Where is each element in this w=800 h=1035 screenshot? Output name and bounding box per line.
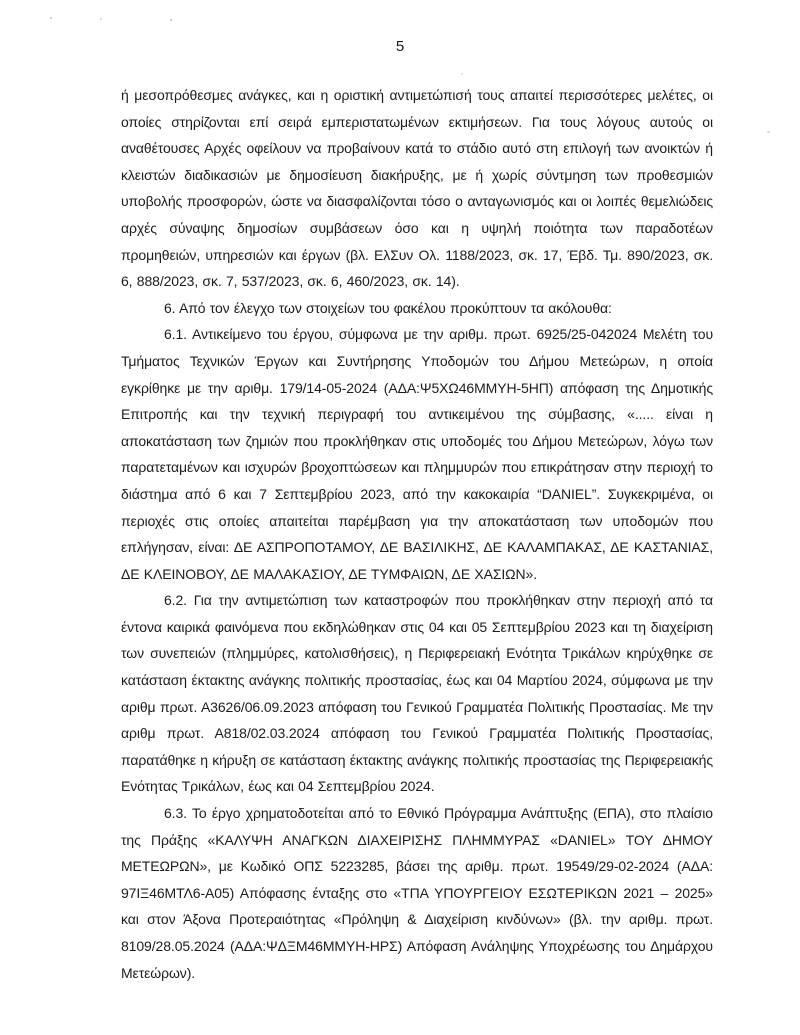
paragraph-section-6-3: 6.3. Το έργο χρηματοδοτείται από το Εθνικό Πρόγραμμα Ανάπτυξης (ΕΠΑ), στο πλαίσιο της Πράξης «ΚΑΛΥΨΗ ΑΝΑΓΚΩΝ ΔΙΑΧΕΙΡΙΣΗΣ ΠΛΗΜΜΥΡΑΣ «DANIEL» ΤΟΥ ΔΗΜΟΥ ΜΕΤΕΩΡΩΝ», με Κωδικό ΟΠΣ 5223285, βάσει της αριθμ. πρωτ. 19549/29-02-2024 (ΑΔΑ: 97ΙΞ46ΜΤΛ6-Α05) Απόφασης ένταξης στο «ΤΠΑ ΥΠΟΥΡΓΕΙΟΥ ΕΣΩΤΕΡΙΚΩΝ 2021 – 2025» και στον Άξονα Προτεραιότητας «Πρόληψη & Διαχείριση κινδύνων» (βλ. την αριθμ. πρωτ. 8109/28.05.2024 (ΑΔΑ:ΨΔΞΜ46ΜΜΥΗ-ΗΡΣ) Απόφαση Ανάληψης Υποχρέωσης του Δημάρχου Μετεώρων). <box>121 805 713 981</box>
paragraph-section-6: 6. Από τον έλεγχο των στοιχείων του φακέλου προκύπτουν τα ακόλουθα: <box>164 299 612 316</box>
paragraph-section-6-2: 6.2. Για την αντιμετώπιση των καταστροφών που προκλήθηκαν στην περιοχή από τα έντονα καιρικά φαινόμενα που εκδηλώθηκαν στις 04 και 05 Σεπτεμβρίου 2023 και τη διαχείριση των συνεπειών (πλημμύρες, κατολισθήσεις), η Περιφερειακή Ενότητα Τρικάλων κηρύχθηκε σε κατάσταση έκτακτης ανάγκης πολιτικής προστασίας, έως και 04 Μαρτίου 2024, σύμφωνα με την αριθμ πρωτ. Α3626/06.09.2023 απόφαση του Γενικού Γραμματέα Πολιτικής Προστασίας. Με την αριθμ πρωτ. Α818/02.03.2024 απόφαση του Γενικού Γραμματέα Πολιτικής Προστασίας, παρατάθηκε η κήρυξη σε κατάσταση έκτακτης ανάγκης πολιτικής προστασίας της Περιφερειακής Ενότητας Τρικάλων, έως και 04 Σεπτεμβρίου 2024. <box>121 592 713 795</box>
paragraph-section-6-1: 6.1. Αντικείμενο του έργου, σύμφωνα με την αριθμ. πρωτ. 6925/25-042024 Μελέτη του Τμήματος Τεχνικών Έργων και Συντήρησης Υποδομών του Δήμου Μετεώρων, η οποία εγκρίθηκε με την αριθμ. 179/14-05-2024 (ΑΔΑ:Ψ5ΧΩ46ΜΜΥΗ-5ΗΠ) απόφαση της Δημοτικής Επιτροπής και την τεχνική περιγραφή του αντικειμένου της σύμβασης, «..... είναι η αποκατάσταση των ζημιών που προκλήθηκαν στις υποδομές του Δήμου Μετεώρων, λόγω των παρατεταμένων και ισχυρών βροχοπτώσεων και πλημμυρών που επικράτησαν στην περιοχή το διάστημα από 6 και 7 Σεπτεμβρίου 2023, από την κακοκαιρία “DANIEL”. Συγκεκριμένα, οι περιοχές στις οποίες απαιτείται παρέμβαση για την αποκατάσταση των υποδομών που επλήγησαν, είναι: ΔΕ ΑΣΠΡΟΠΟΤΑΜΟΥ, ΔΕ ΒΑΣΙΛΙΚΗΣ, ΔΕ ΚΑΛΑΜΠΑΚΑΣ, ΔΕ ΚΑΣΤΑΝΙΑΣ, ΔΕ ΚΛΕΙΝΟΒΟΥ, ΔΕ ΜΑΛΑΚΑΣΙΟΥ, ΔΕ ΤΥΜΦΑΙΩΝ, ΔΕ ΧΑΣΙΩΝ». <box>121 326 713 582</box>
document-body <box>121 82 713 986</box>
paragraph-intro-continuation: ή μεσοπρόθεσμες ανάγκες, και η οριστική αντιμετώπισή τους απαιτεί περισσότερες μελέτες, οι οποίες στηρίζονται επί σειρά εμπεριστατωμένων εκτιμήσεων. Για τους λόγους αυτούς οι αναθέτουσες Αρχές οφείλουν να προβαίνουν κατά το στάδιο αυτό στη επιλογή των ανοικτών ή κλειστών διαδικασιών με δημοσίευση διακήρυξης, με ή χωρίς σύντμηση των προθεσμιών υποβολής προσφορών, ώστε να διασφαλίζονται τόσο ο ανταγωνισμός και οι λοιπές θεμελιώδεις αρχές σύναψης δημοσίων συμβάσεων όσο και η υψηλή ποιότητα των παραδοτέων προμηθειών, υπηρεσιών και έργων (βλ. ΕλΣυν Ολ. 1188/2023, σκ. 17, Έβδ. Τμ. 890/2023, σκ. 6, 888/2023, σκ. 7, 537/2023, σκ. 6, 460/2023, σκ. 14). <box>121 87 713 290</box>
page-number: 5 <box>395 38 405 55</box>
scan-speck <box>461 73 463 75</box>
scan-speck <box>170 19 172 21</box>
scan-speck <box>50 17 52 19</box>
scan-speck <box>767 131 770 133</box>
scan-speck <box>100 18 102 20</box>
